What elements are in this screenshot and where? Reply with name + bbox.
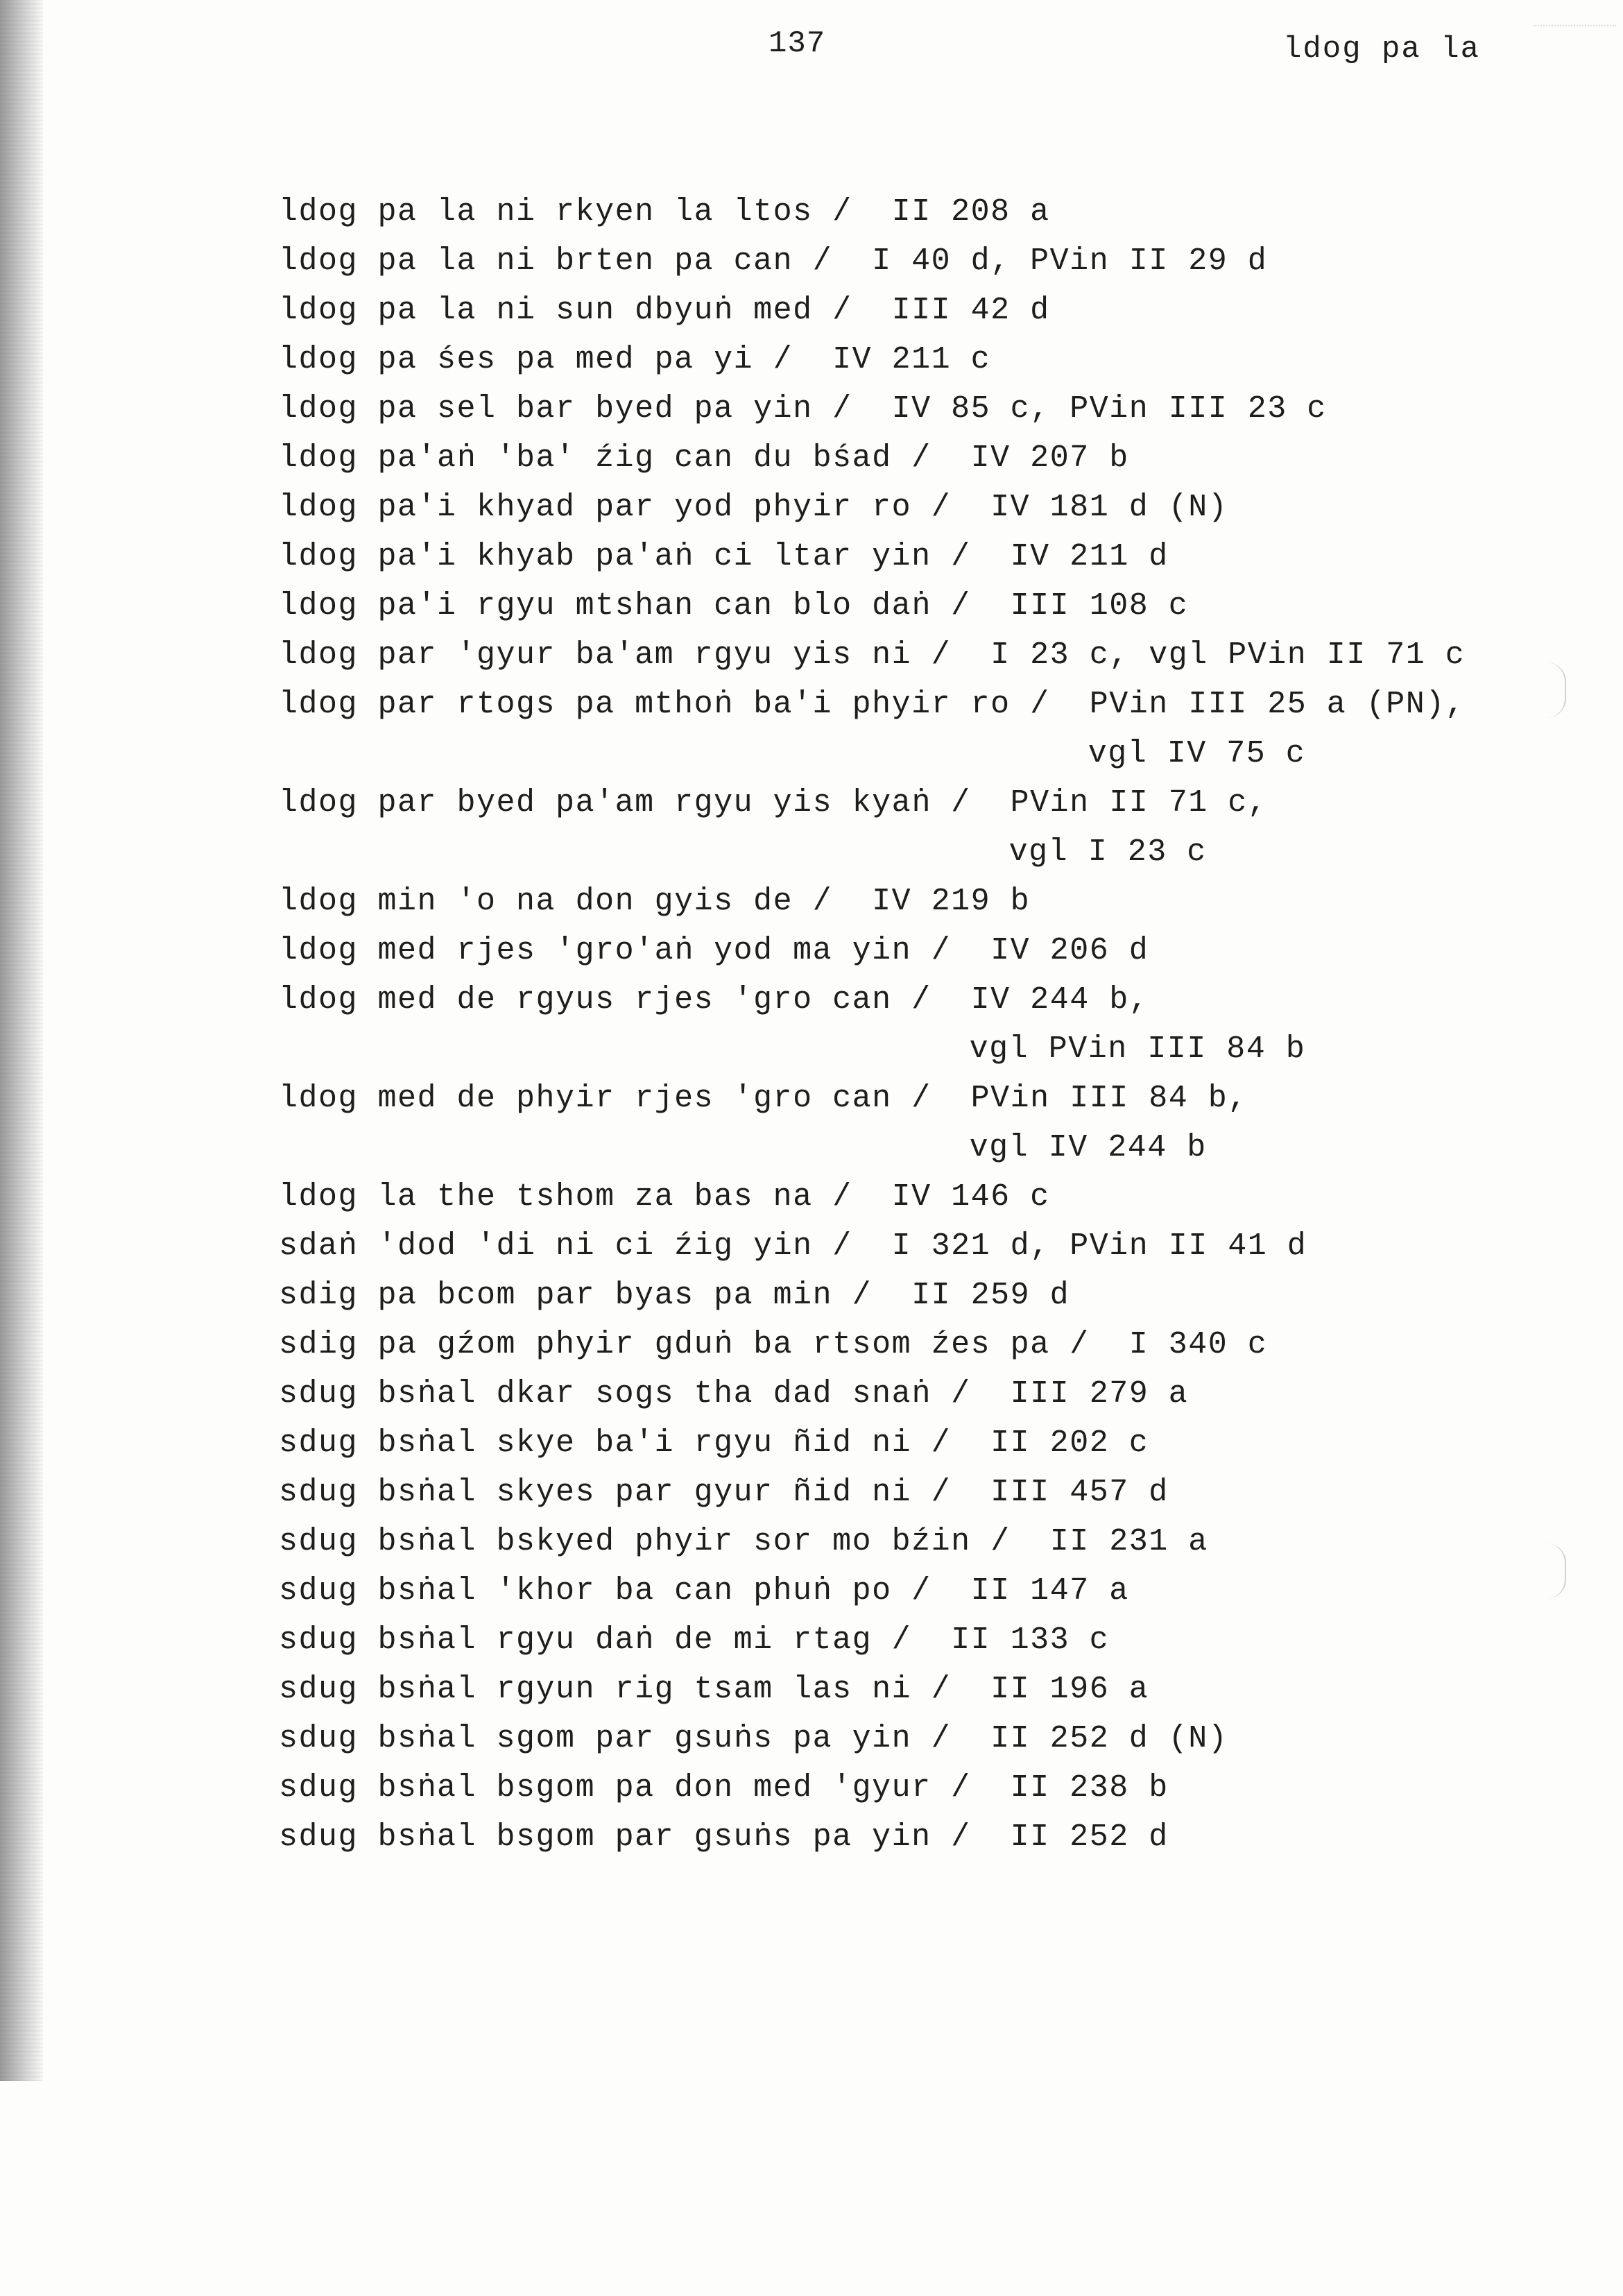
- source-reference: II 252 d: [1010, 1819, 1169, 1855]
- entry-line: [279, 1425, 1149, 1461]
- source-reference: II 202 c: [990, 1425, 1149, 1461]
- entry-line: [279, 1770, 1169, 1806]
- source-reference: IV 211 d: [1010, 539, 1169, 574]
- verse-line: ldog pa sel bar byed pa yin /: [279, 391, 852, 427]
- verse-line: ldog min 'o na don gyis de /: [279, 884, 833, 919]
- entry-line: [279, 785, 1267, 821]
- index-entry: [279, 1074, 1569, 1172]
- source-reference: IV 211 c: [832, 342, 991, 377]
- entry-line: [279, 933, 1149, 968]
- source-reference: I 340 c: [1128, 1327, 1268, 1362]
- entry-line: [279, 1672, 1149, 1707]
- source-reference: PVin III 84 b,: [970, 1081, 1248, 1116]
- verse-line: ldog pa la ni brten pa can /: [279, 243, 833, 279]
- entry-line: [279, 293, 1050, 328]
- index-entry: [279, 1517, 1569, 1566]
- entry-line: [279, 982, 1149, 1018]
- index-entry: [279, 434, 1569, 483]
- binding-shadow: [0, 0, 43, 2081]
- index-entry: [279, 581, 1569, 631]
- index-entry: [279, 877, 1569, 926]
- verse-line: ldog par byed pa'am rgyu yis kyaṅ /: [279, 785, 971, 821]
- entry-line: [279, 1278, 1070, 1313]
- verse-line: sdug bsṅal 'khor ba can phuṅ po /: [279, 1573, 931, 1609]
- verse-line: sdaṅ 'dod 'di ni ci źig yin /: [279, 1228, 852, 1264]
- index-entry: [279, 384, 1569, 434]
- entry-line: [279, 1376, 1188, 1412]
- index-entry: [279, 335, 1569, 384]
- source-reference: III 279 a: [1010, 1376, 1189, 1412]
- entry-line: [279, 1179, 1050, 1215]
- page-number: 137: [768, 26, 826, 61]
- entry-line: [279, 342, 990, 377]
- source-reference: IV 85 c, PVin III 23 c: [891, 391, 1327, 427]
- source-reference: II 208 a: [891, 194, 1050, 230]
- entry-line: [279, 539, 1169, 574]
- index-entry: [279, 1468, 1569, 1517]
- running-head: ldog pa la: [1283, 32, 1481, 67]
- verse-line: sdug bsṅal bskyed phyir sor mo bźin /: [279, 1524, 1011, 1559]
- source-reference: III 457 d: [990, 1475, 1169, 1510]
- index-entry: [279, 1813, 1569, 1862]
- entry-line: [279, 687, 1465, 722]
- entry-line: [279, 588, 1188, 624]
- entry-line: [279, 1524, 1208, 1559]
- source-reference: II 238 b: [1010, 1770, 1169, 1806]
- entry-line: [279, 391, 1327, 427]
- verse-line: ldog pa la ni sun dbyuṅ med /: [279, 293, 852, 328]
- entry-line: [279, 637, 1465, 673]
- entry-line: [279, 1622, 1109, 1658]
- source-reference-continuation: vgl PVin III 84 b: [969, 1031, 1306, 1067]
- source-reference: III 108 c: [1010, 588, 1189, 624]
- index-entry: [279, 1419, 1569, 1468]
- entry-line: [279, 1721, 1228, 1756]
- verse-line: sdug bsṅal rgyun rig tsam las ni /: [279, 1672, 952, 1707]
- entry-line: [279, 1475, 1169, 1510]
- source-reference: III 42 d: [891, 293, 1050, 328]
- source-reference: I 40 d, PVin II 29 d: [872, 243, 1268, 279]
- entry-line: [279, 1228, 1307, 1264]
- source-reference-continuation: vgl IV 244 b: [969, 1130, 1207, 1165]
- index-entry: [279, 631, 1569, 680]
- index-entry: [279, 975, 1569, 1074]
- verse-index-list: [279, 187, 1569, 1862]
- source-reference: IV 219 b: [872, 884, 1031, 919]
- verse-line: ldog pa'i khyab pa'aṅ ci ltar yin /: [279, 539, 971, 574]
- verse-line: ldog la the tshom za bas na /: [279, 1179, 852, 1215]
- index-entry: [279, 1763, 1569, 1813]
- index-entry: [279, 680, 1569, 778]
- source-reference: II 231 a: [1049, 1524, 1208, 1559]
- entry-line: [279, 440, 1129, 476]
- index-entry: [279, 483, 1569, 532]
- source-reference: IV 244 b,: [970, 982, 1149, 1018]
- entry-line: [279, 1819, 1169, 1855]
- verse-line: sdug bsṅal skyes par gyur ñid ni /: [279, 1475, 952, 1510]
- index-entry: [279, 286, 1569, 335]
- verse-line: sdug bsṅal bsgom pa don med 'gyur /: [279, 1770, 971, 1806]
- index-entry: [279, 1566, 1569, 1616]
- source-reference: I 321 d, PVin II 41 d: [891, 1228, 1307, 1264]
- source-reference: I 23 c, vgl PVin II 71 c: [990, 637, 1466, 673]
- index-entry: [279, 1320, 1569, 1369]
- index-entry: [279, 532, 1569, 581]
- source-reference: IV 146 c: [891, 1179, 1050, 1215]
- source-reference: IV 206 d: [990, 933, 1149, 968]
- source-reference: IV 207 b: [970, 440, 1129, 476]
- verse-line: ldog med rjes 'gro'aṅ yod ma yin /: [279, 933, 952, 968]
- index-entry: [279, 778, 1569, 877]
- index-entry: [279, 1369, 1569, 1419]
- entry-line: [279, 1573, 1129, 1609]
- source-reference-continuation: vgl IV 75 c: [1088, 736, 1306, 771]
- verse-line: sdug bsṅal bsgom par gsuṅs pa yin /: [279, 1819, 971, 1855]
- source-reference-continuation: vgl I 23 c: [1008, 834, 1207, 870]
- entry-line: [279, 243, 1267, 279]
- source-reference: PVin II 71 c,: [1010, 785, 1268, 821]
- source-reference: II 196 a: [990, 1672, 1149, 1707]
- index-entry: [279, 1222, 1569, 1271]
- verse-line: ldog pa śes pa med pa yi /: [279, 342, 793, 377]
- verse-line: sdug bsṅal dkar sogs tha dad snaṅ /: [279, 1376, 971, 1412]
- index-entry: [279, 1172, 1569, 1222]
- index-entry: [279, 237, 1569, 286]
- index-entry: [279, 1714, 1569, 1763]
- index-entry: [279, 1665, 1569, 1714]
- entry-line: [279, 1081, 1248, 1116]
- verse-line: sdug bsṅal skye ba'i rgyu ñid ni /: [279, 1425, 952, 1461]
- source-reference: IV 181 d (N): [990, 490, 1228, 525]
- verse-line: ldog med de rgyus rjes 'gro can /: [279, 982, 931, 1018]
- verse-line: ldog par rtogs pa mthoṅ ba'i phyir ro /: [279, 687, 1050, 722]
- verse-line: ldog par 'gyur ba'am rgyu yis ni /: [279, 637, 952, 673]
- source-reference: II 259 d: [911, 1278, 1070, 1313]
- index-entry: [279, 1616, 1569, 1665]
- index-entry: [279, 926, 1569, 975]
- source-reference: PVin III 25 a (PN),: [1089, 687, 1466, 722]
- verse-line: ldog pa'i rgyu mtshan can blo daṅ /: [279, 588, 971, 624]
- source-reference: II 133 c: [951, 1622, 1110, 1658]
- verse-line: sdug bsṅal rgyu daṅ de mi rtag /: [279, 1622, 912, 1658]
- verse-line: ldog pa'i khyad par yod phyir ro /: [279, 490, 952, 525]
- index-entry: [279, 1271, 1569, 1320]
- source-reference: II 252 d (N): [990, 1721, 1228, 1756]
- verse-line: ldog pa'aṅ 'ba' źig can du bśad /: [279, 440, 931, 476]
- verse-line: sdig pa gźom phyir gduṅ ba rtsom źes pa /: [279, 1327, 1090, 1362]
- source-reference: II 147 a: [970, 1573, 1129, 1609]
- corner-scan-mark: [1533, 25, 1616, 47]
- entry-line: [279, 490, 1228, 525]
- verse-line: sdig pa bcom par byas pa min /: [279, 1278, 873, 1313]
- entry-line: [279, 194, 1050, 230]
- entry-line: [279, 884, 1030, 919]
- verse-line: ldog pa la ni rkyen la ltos /: [279, 194, 852, 230]
- entry-line: [279, 1327, 1267, 1362]
- verse-line: ldog med de phyir rjes 'gro can /: [279, 1081, 931, 1116]
- index-entry: [279, 187, 1569, 237]
- verse-line: sdug bsṅal sgom par gsuṅs pa yin /: [279, 1721, 952, 1756]
